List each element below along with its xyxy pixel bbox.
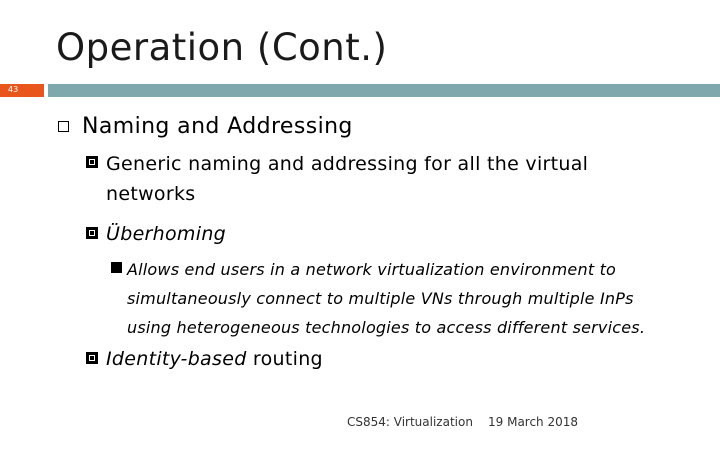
bullet-generic-naming-line2: networks bbox=[106, 183, 196, 205]
sub-bullet-line2: simultaneously connect to multiple VNs through multiple InPs bbox=[127, 289, 634, 308]
header-bar-accent bbox=[0, 84, 44, 97]
sub-bullet-line1: Allows end users in a network virtualization environment to bbox=[127, 260, 617, 279]
hollow-square-bullet-icon bbox=[58, 121, 69, 132]
sub-bullet-line3: using heterogeneous technologies to access different services. bbox=[127, 318, 646, 337]
slide-number: 43 bbox=[8, 85, 19, 94]
bullet-identity-based-italic: Identity-based bbox=[106, 348, 247, 370]
framed-square-bullet-icon bbox=[86, 227, 98, 239]
slide-title: Operation (Cont.) bbox=[56, 26, 388, 69]
bullet-generic-naming-line1: Generic naming and addressing for all the virtual bbox=[106, 153, 589, 175]
bullet-naming-and-addressing: Naming and Addressing bbox=[82, 114, 353, 139]
footer-date: 19 March 2018 bbox=[488, 415, 579, 429]
header-bar bbox=[48, 84, 720, 97]
filled-square-bullet-icon bbox=[111, 262, 122, 273]
footer-course: CS854: Virtualization bbox=[347, 415, 473, 429]
bullet-routing-text: routing bbox=[246, 348, 323, 370]
bullet-uberhoming: Überhoming bbox=[106, 223, 227, 245]
framed-square-bullet-icon bbox=[86, 352, 98, 364]
framed-square-bullet-icon bbox=[86, 156, 98, 168]
bullet-identity-based-routing bbox=[106, 344, 323, 374]
